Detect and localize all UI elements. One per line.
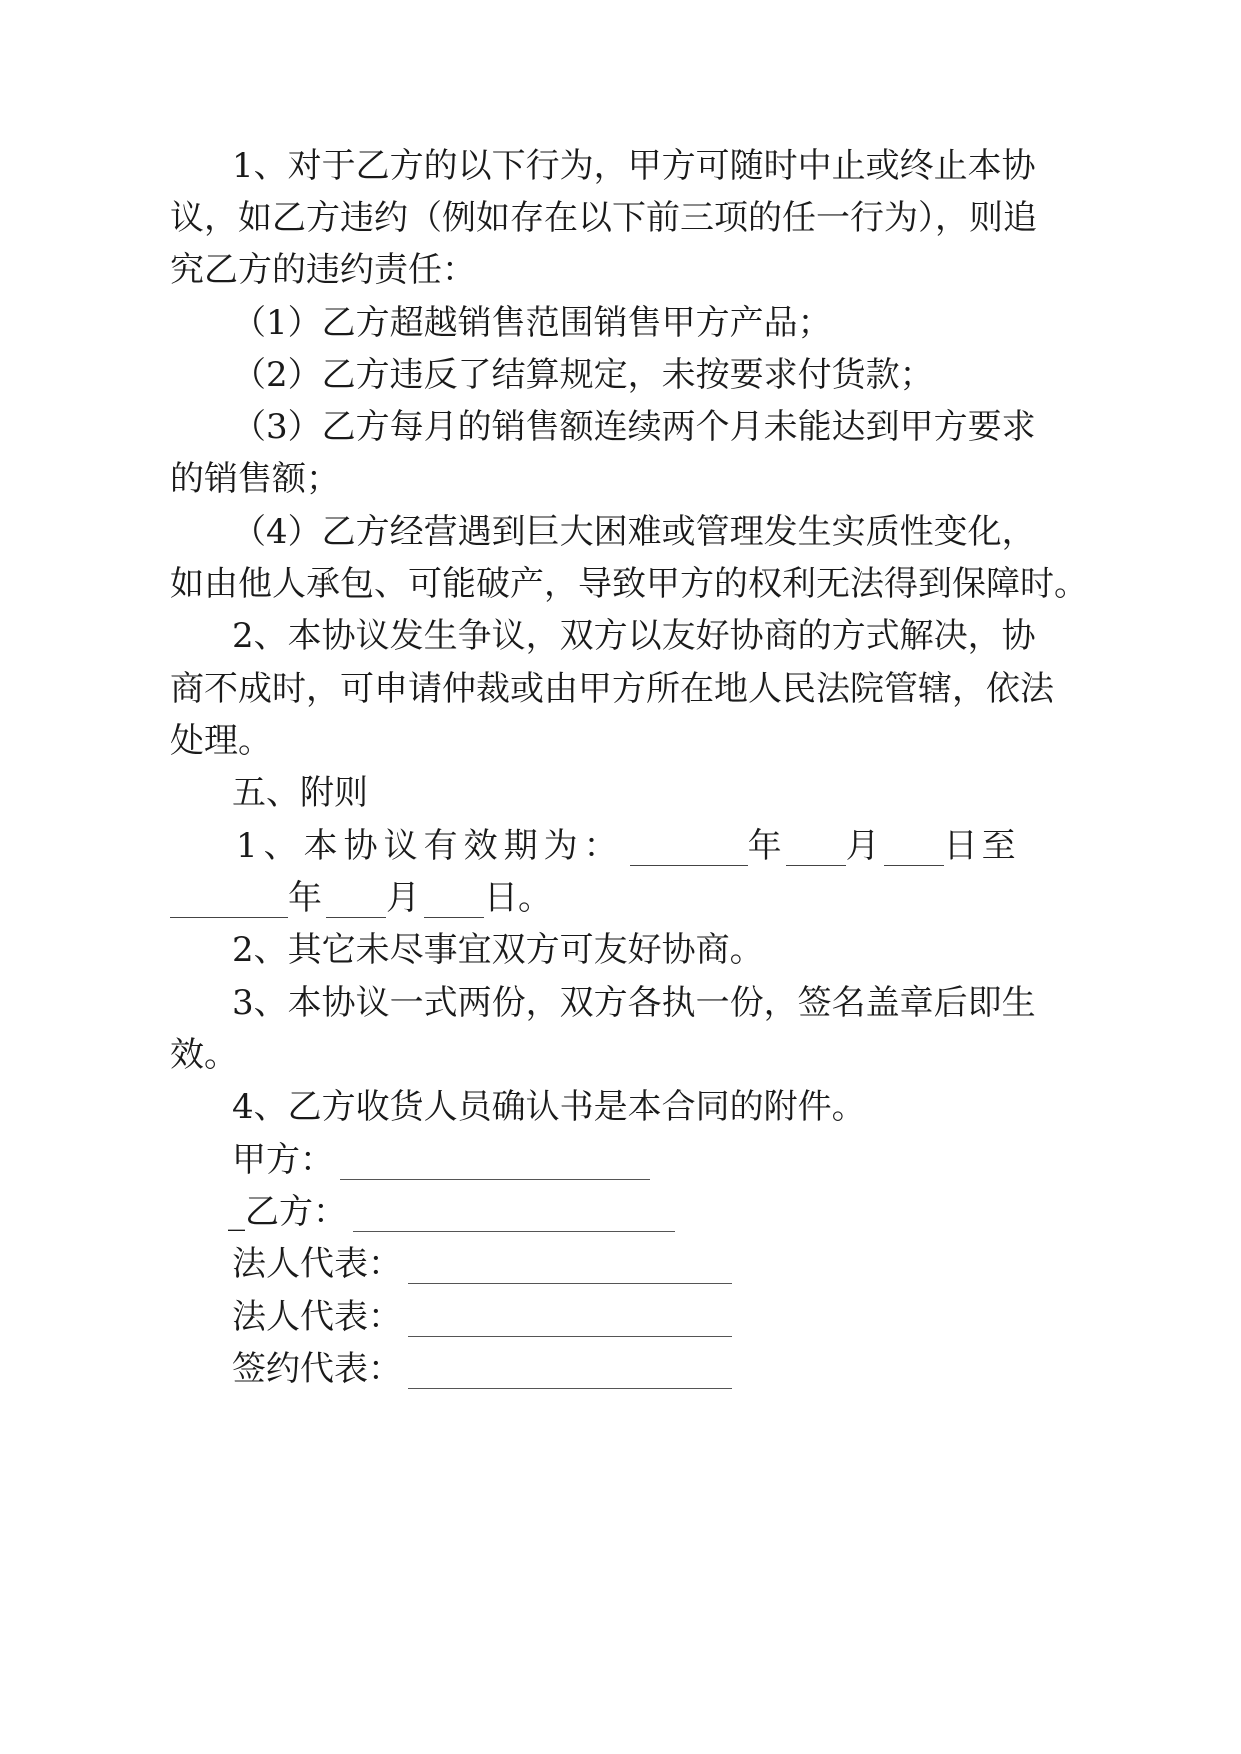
month-label: 月 bbox=[845, 826, 880, 866]
end-year-blank bbox=[170, 887, 288, 918]
end-day-blank bbox=[424, 887, 484, 918]
legal-rep-2-label: 法人代表： bbox=[232, 1297, 402, 1337]
sub-clause-text: 如由他人承包、可能破产，导致甲方的权利无法得到保障时。 bbox=[170, 564, 1088, 604]
clause-text: 1、对于乙方的以下行为，甲方可随时中止或终止本协 bbox=[232, 146, 1036, 186]
party-b-label: _乙方： bbox=[228, 1192, 347, 1232]
legal-rep-1-signature-row bbox=[232, 1244, 732, 1284]
clause-text: 2、本协议发生争议，双方以友好协商的方式解决，协 bbox=[232, 616, 1036, 656]
clause-text: 究乙方的违约责任： bbox=[170, 250, 476, 290]
year-blank bbox=[630, 835, 748, 866]
party-a-label: 甲方： bbox=[232, 1140, 334, 1180]
signing-rep-label: 签约代表： bbox=[232, 1349, 402, 1389]
validity-label: 1、本协议有效期为： bbox=[236, 826, 624, 866]
legal-rep-1-label: 法人代表： bbox=[232, 1244, 402, 1284]
validity-line-2 bbox=[170, 878, 552, 918]
clause-text: 议，如乙方违约（例如存在以下前三项的任一行为），则追 bbox=[170, 198, 1037, 238]
party-b-signature-line[interactable] bbox=[353, 1201, 675, 1232]
legal-rep-1-signature-line[interactable] bbox=[408, 1253, 732, 1284]
signing-rep-signature-row bbox=[232, 1349, 732, 1389]
clause-text: 2、其它未尽事宜双方可友好协商。 bbox=[232, 930, 764, 970]
end-month-blank bbox=[326, 887, 386, 918]
legal-rep-2-signature-row bbox=[232, 1297, 732, 1337]
end-month-label: 月 bbox=[386, 878, 420, 918]
clause-text: 3、本协议一式两份，双方各执一份，签名盖章后即生 bbox=[232, 983, 1036, 1023]
validity-line-1 bbox=[236, 826, 1020, 866]
day-blank bbox=[884, 835, 944, 866]
month-blank bbox=[786, 835, 846, 866]
legal-rep-2-signature-line[interactable] bbox=[408, 1306, 732, 1337]
party-a-signature-line[interactable] bbox=[340, 1149, 650, 1180]
clause-text: 效。 bbox=[170, 1035, 238, 1075]
sub-clause-text: （2）乙方违反了结算规定，未按要求付货款； bbox=[232, 355, 934, 395]
party-a-signature-row bbox=[232, 1140, 650, 1180]
section-heading: 五、附则 bbox=[232, 773, 368, 813]
clause-text: 商不成时，可申请仲裁或由甲方所在地人民法院管辖，依法 bbox=[170, 669, 1054, 709]
clause-text: 4、乙方收货人员确认书是本合同的附件。 bbox=[232, 1087, 866, 1127]
sub-clause-text: （3）乙方每月的销售额连续两个月未能达到甲方要求 bbox=[232, 407, 1036, 447]
end-year-label: 年 bbox=[288, 878, 322, 918]
sub-clause-text: （1）乙方超越销售范围销售甲方产品； bbox=[232, 303, 832, 343]
party-b-signature-row bbox=[228, 1192, 675, 1232]
end-day-label: 日。 bbox=[484, 878, 552, 918]
sub-clause-text: 的销售额； bbox=[170, 459, 340, 499]
sub-clause-text: （4）乙方经营遇到巨大困难或管理发生实质性变化， bbox=[232, 512, 1036, 552]
year-label: 年 bbox=[747, 826, 782, 866]
day-to-label: 日至 bbox=[943, 826, 1020, 866]
clause-text: 处理。 bbox=[170, 721, 272, 761]
signing-rep-signature-line[interactable] bbox=[408, 1358, 732, 1389]
